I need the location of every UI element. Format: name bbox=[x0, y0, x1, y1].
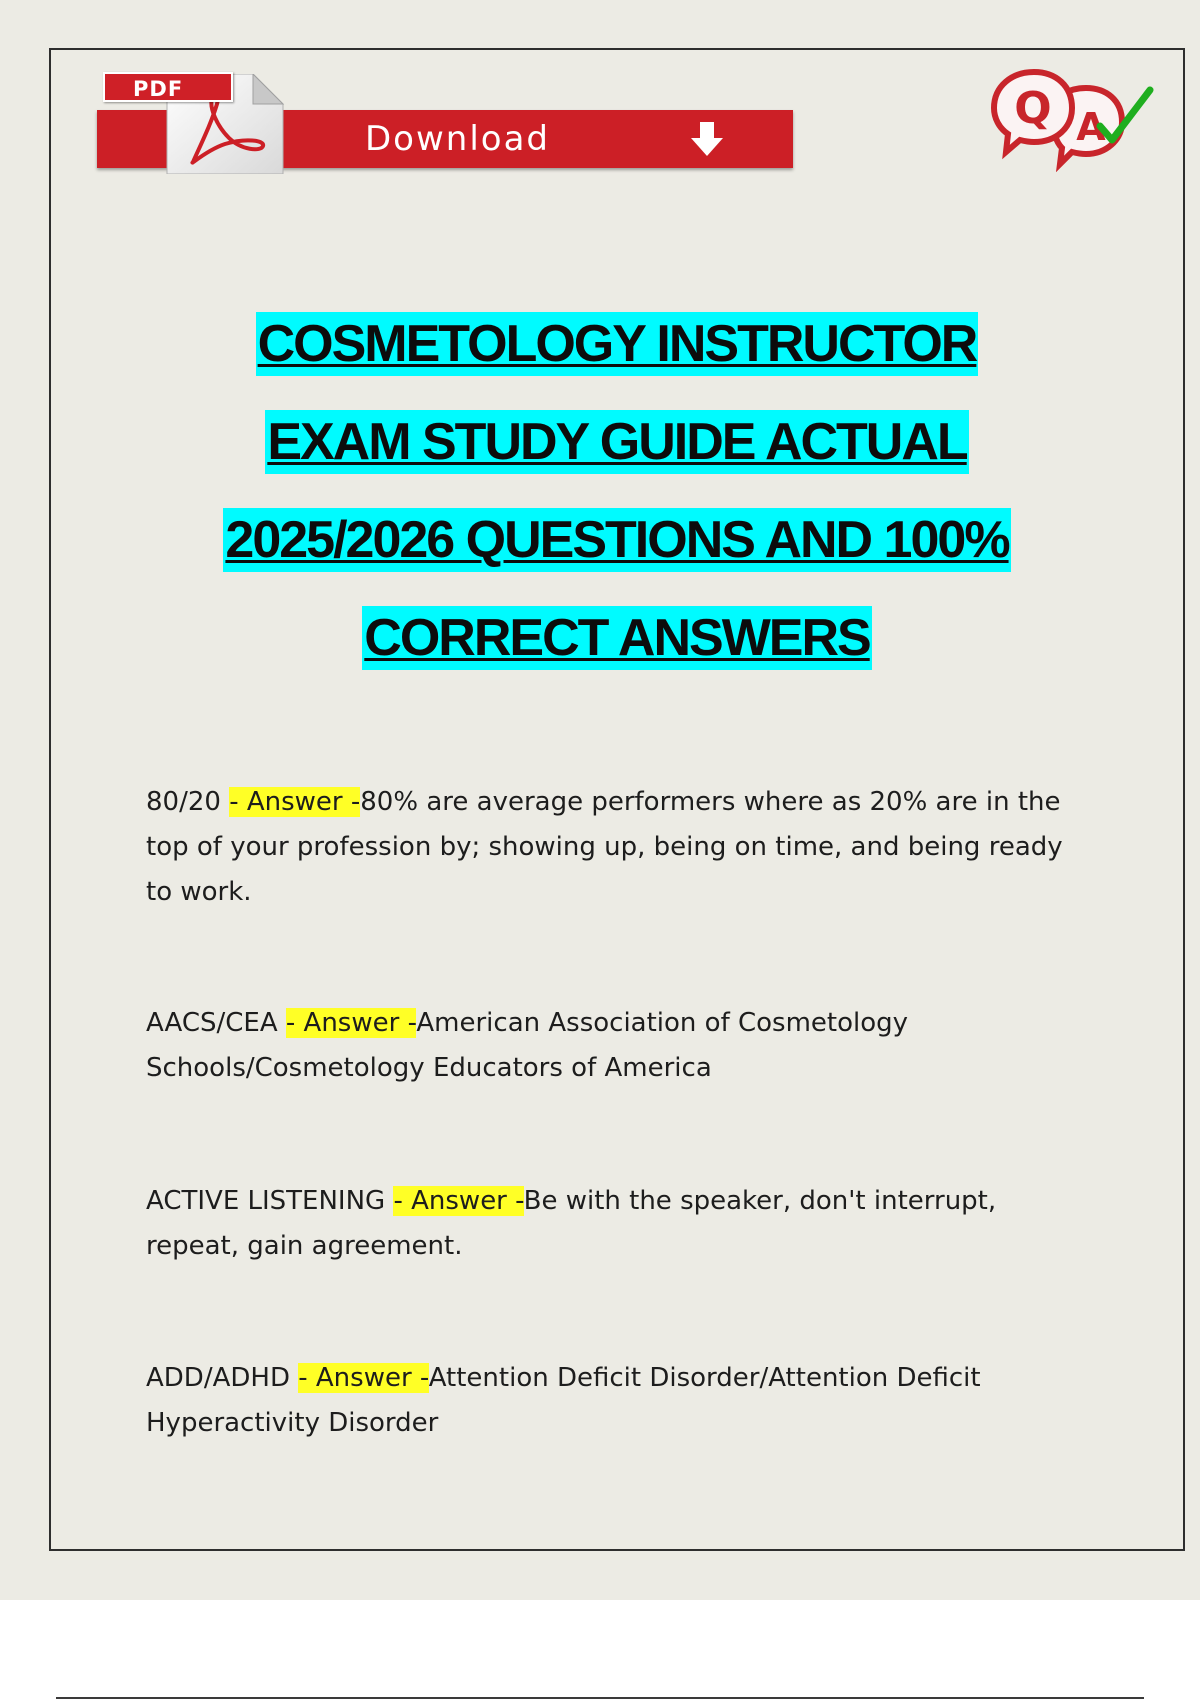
entry-answer: Attention Deficit Disorder/Attention Deficit Hyperactivity Disorder bbox=[146, 1363, 981, 1438]
answer-tag: - Answer - bbox=[393, 1186, 524, 1216]
entry-term: AACS/CEA bbox=[146, 1008, 286, 1038]
answer-tag: - Answer - bbox=[298, 1363, 429, 1393]
answer-tag: - Answer - bbox=[229, 787, 361, 817]
entry-term: ADD/ADHD bbox=[146, 1363, 299, 1393]
title-line bbox=[49, 508, 1185, 606]
title-line-text: COSMETOLOGY INSTRUCTOR bbox=[256, 312, 979, 376]
pdf-label: PDF bbox=[103, 72, 233, 102]
title-line-text: EXAM STUDY GUIDE ACTUAL bbox=[265, 410, 968, 474]
qa-entry bbox=[146, 1179, 1086, 1269]
entry-answer: 80% are average performers where as 20% are in the top of your profession by; showing up, being on time, and being ready to work. bbox=[146, 787, 1063, 907]
title-line bbox=[49, 606, 1185, 704]
entry-term: ACTIVE LISTENING bbox=[146, 1186, 394, 1216]
download-banner[interactable] bbox=[97, 70, 793, 170]
answer-tag: - Answer - bbox=[285, 1008, 417, 1038]
qa-logo bbox=[990, 68, 1156, 172]
title-line-text: CORRECT ANSWERS bbox=[362, 606, 871, 670]
document-title bbox=[49, 312, 1185, 704]
entry-answer: American Association of Cosmetology Schools/Cosmetology Educators of America bbox=[146, 1008, 909, 1083]
download-arrow-icon bbox=[687, 120, 727, 160]
title-line bbox=[49, 410, 1185, 508]
qa-entry bbox=[146, 780, 1086, 915]
download-label: Download bbox=[365, 119, 551, 159]
logo-a-letter: A bbox=[1076, 105, 1106, 149]
entry-answer: Be with the speaker, don't interrupt, repeat, gain agreement. bbox=[146, 1186, 997, 1261]
qa-entry bbox=[146, 1001, 1086, 1091]
title-line bbox=[49, 312, 1185, 410]
title-line-text: 2025/2026 QUESTIONS AND 100% bbox=[223, 508, 1010, 572]
qa-speech-bubbles-icon bbox=[990, 68, 1156, 172]
entry-term: 80/20 bbox=[146, 787, 230, 817]
logo-q-letter: Q bbox=[1014, 83, 1052, 134]
qa-entry bbox=[146, 1356, 1086, 1446]
page-divider bbox=[56, 1697, 1144, 1699]
